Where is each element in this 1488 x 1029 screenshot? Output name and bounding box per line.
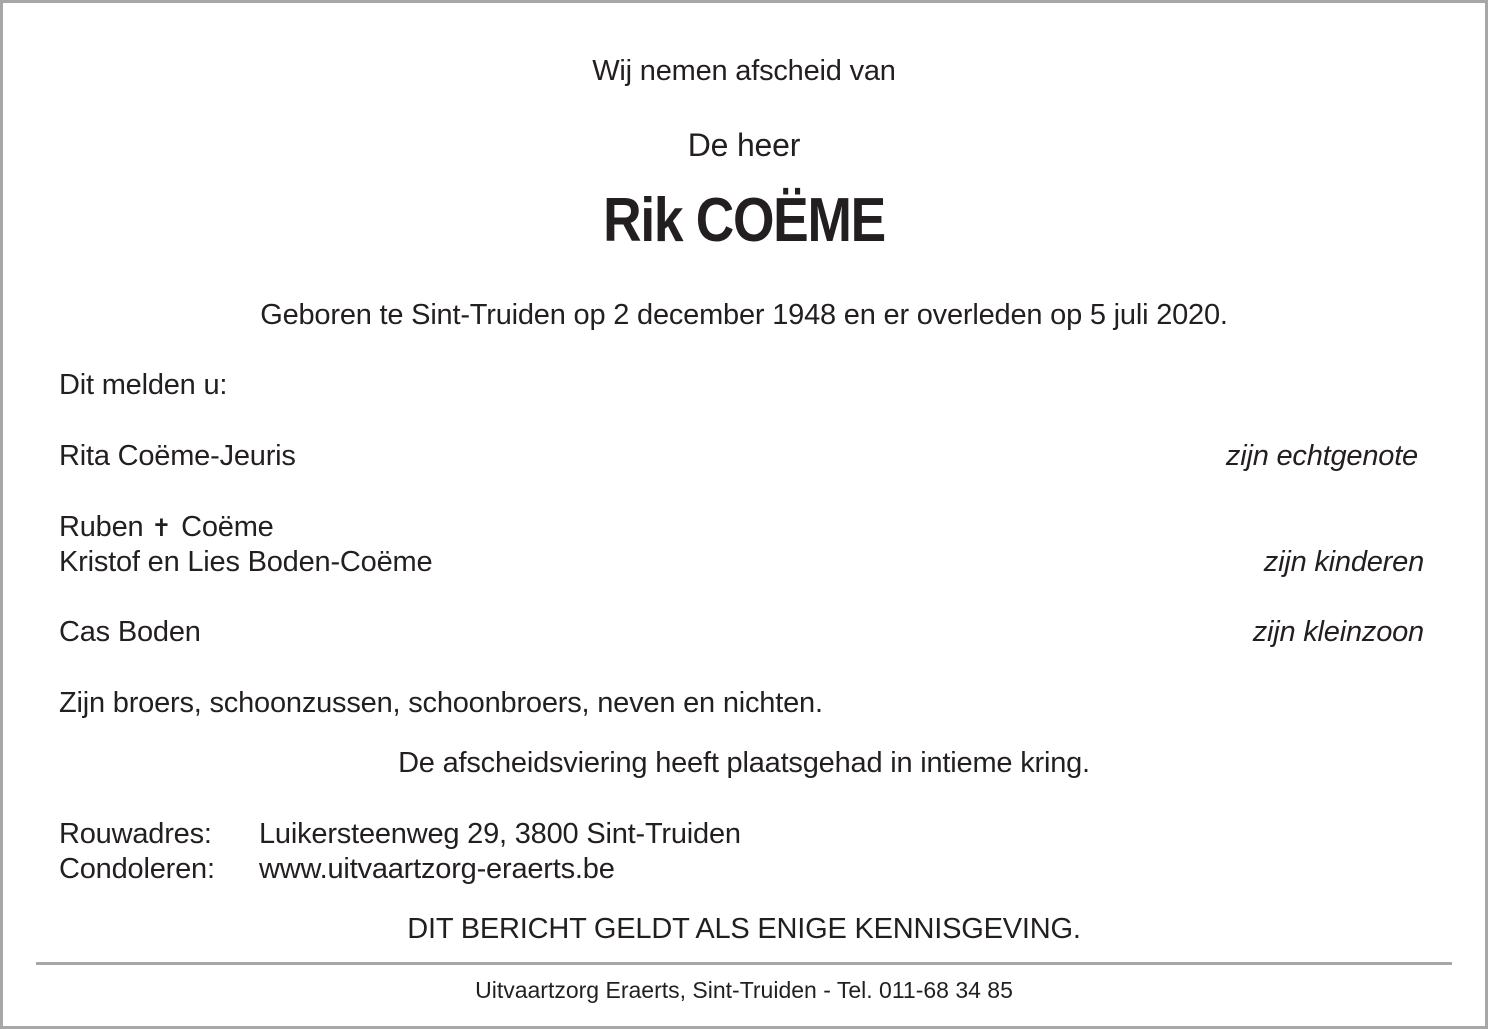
spouse-name: Rita Coëme-Jeuris: [59, 440, 296, 472]
footer-text: Uitvaartzorg Eraerts, Sint-Truiden - Tel. 011-68 34 85: [475, 977, 1013, 1003]
birth-death-text: Geboren te Sint-Truiden op 2 december 1948 en er overleden op 5 juli 2020.: [260, 299, 1228, 331]
grandchild-role: zijn kleinzoon: [1252, 616, 1424, 648]
child1-last-name: Coëme: [181, 511, 274, 543]
relatives-text: Zijn broers, schoonzussen, schoonbroers, neven en nichten.: [59, 687, 823, 719]
address-value: Luikersteenweg 29, 3800 Sint-Truiden: [259, 818, 741, 850]
deceased-name: Rik COËME: [603, 186, 885, 255]
footer-divider: [36, 962, 1452, 965]
condolence-label: Condoleren:: [59, 853, 215, 885]
child1-name: [59, 510, 274, 546]
child2-name: Kristof en Lies Boden-Coëme: [59, 546, 433, 578]
ceremony-text: De afscheidsviering heeft plaatsgehad in intieme kring.: [398, 747, 1090, 779]
grandchild-name: Cas Boden: [59, 616, 201, 648]
intro-text: Wij nemen afscheid van: [592, 55, 896, 87]
spouse-role: zijn echtgenote: [1225, 440, 1418, 472]
closing-text: DIT BERICHT GELDT ALS ENIGE KENNISGEVING.: [407, 913, 1081, 945]
child1-first-name: Ruben: [59, 511, 144, 543]
cross-icon: ✝: [151, 515, 172, 542]
condolence-link[interactable]: www.uitvaartzorg-eraerts.be: [259, 853, 615, 885]
children-role: zijn kinderen: [1263, 546, 1424, 578]
announcing-text: Dit melden u:: [59, 369, 228, 401]
address-label: Rouwadres:: [59, 818, 212, 850]
salutation-text: De heer: [687, 127, 801, 163]
